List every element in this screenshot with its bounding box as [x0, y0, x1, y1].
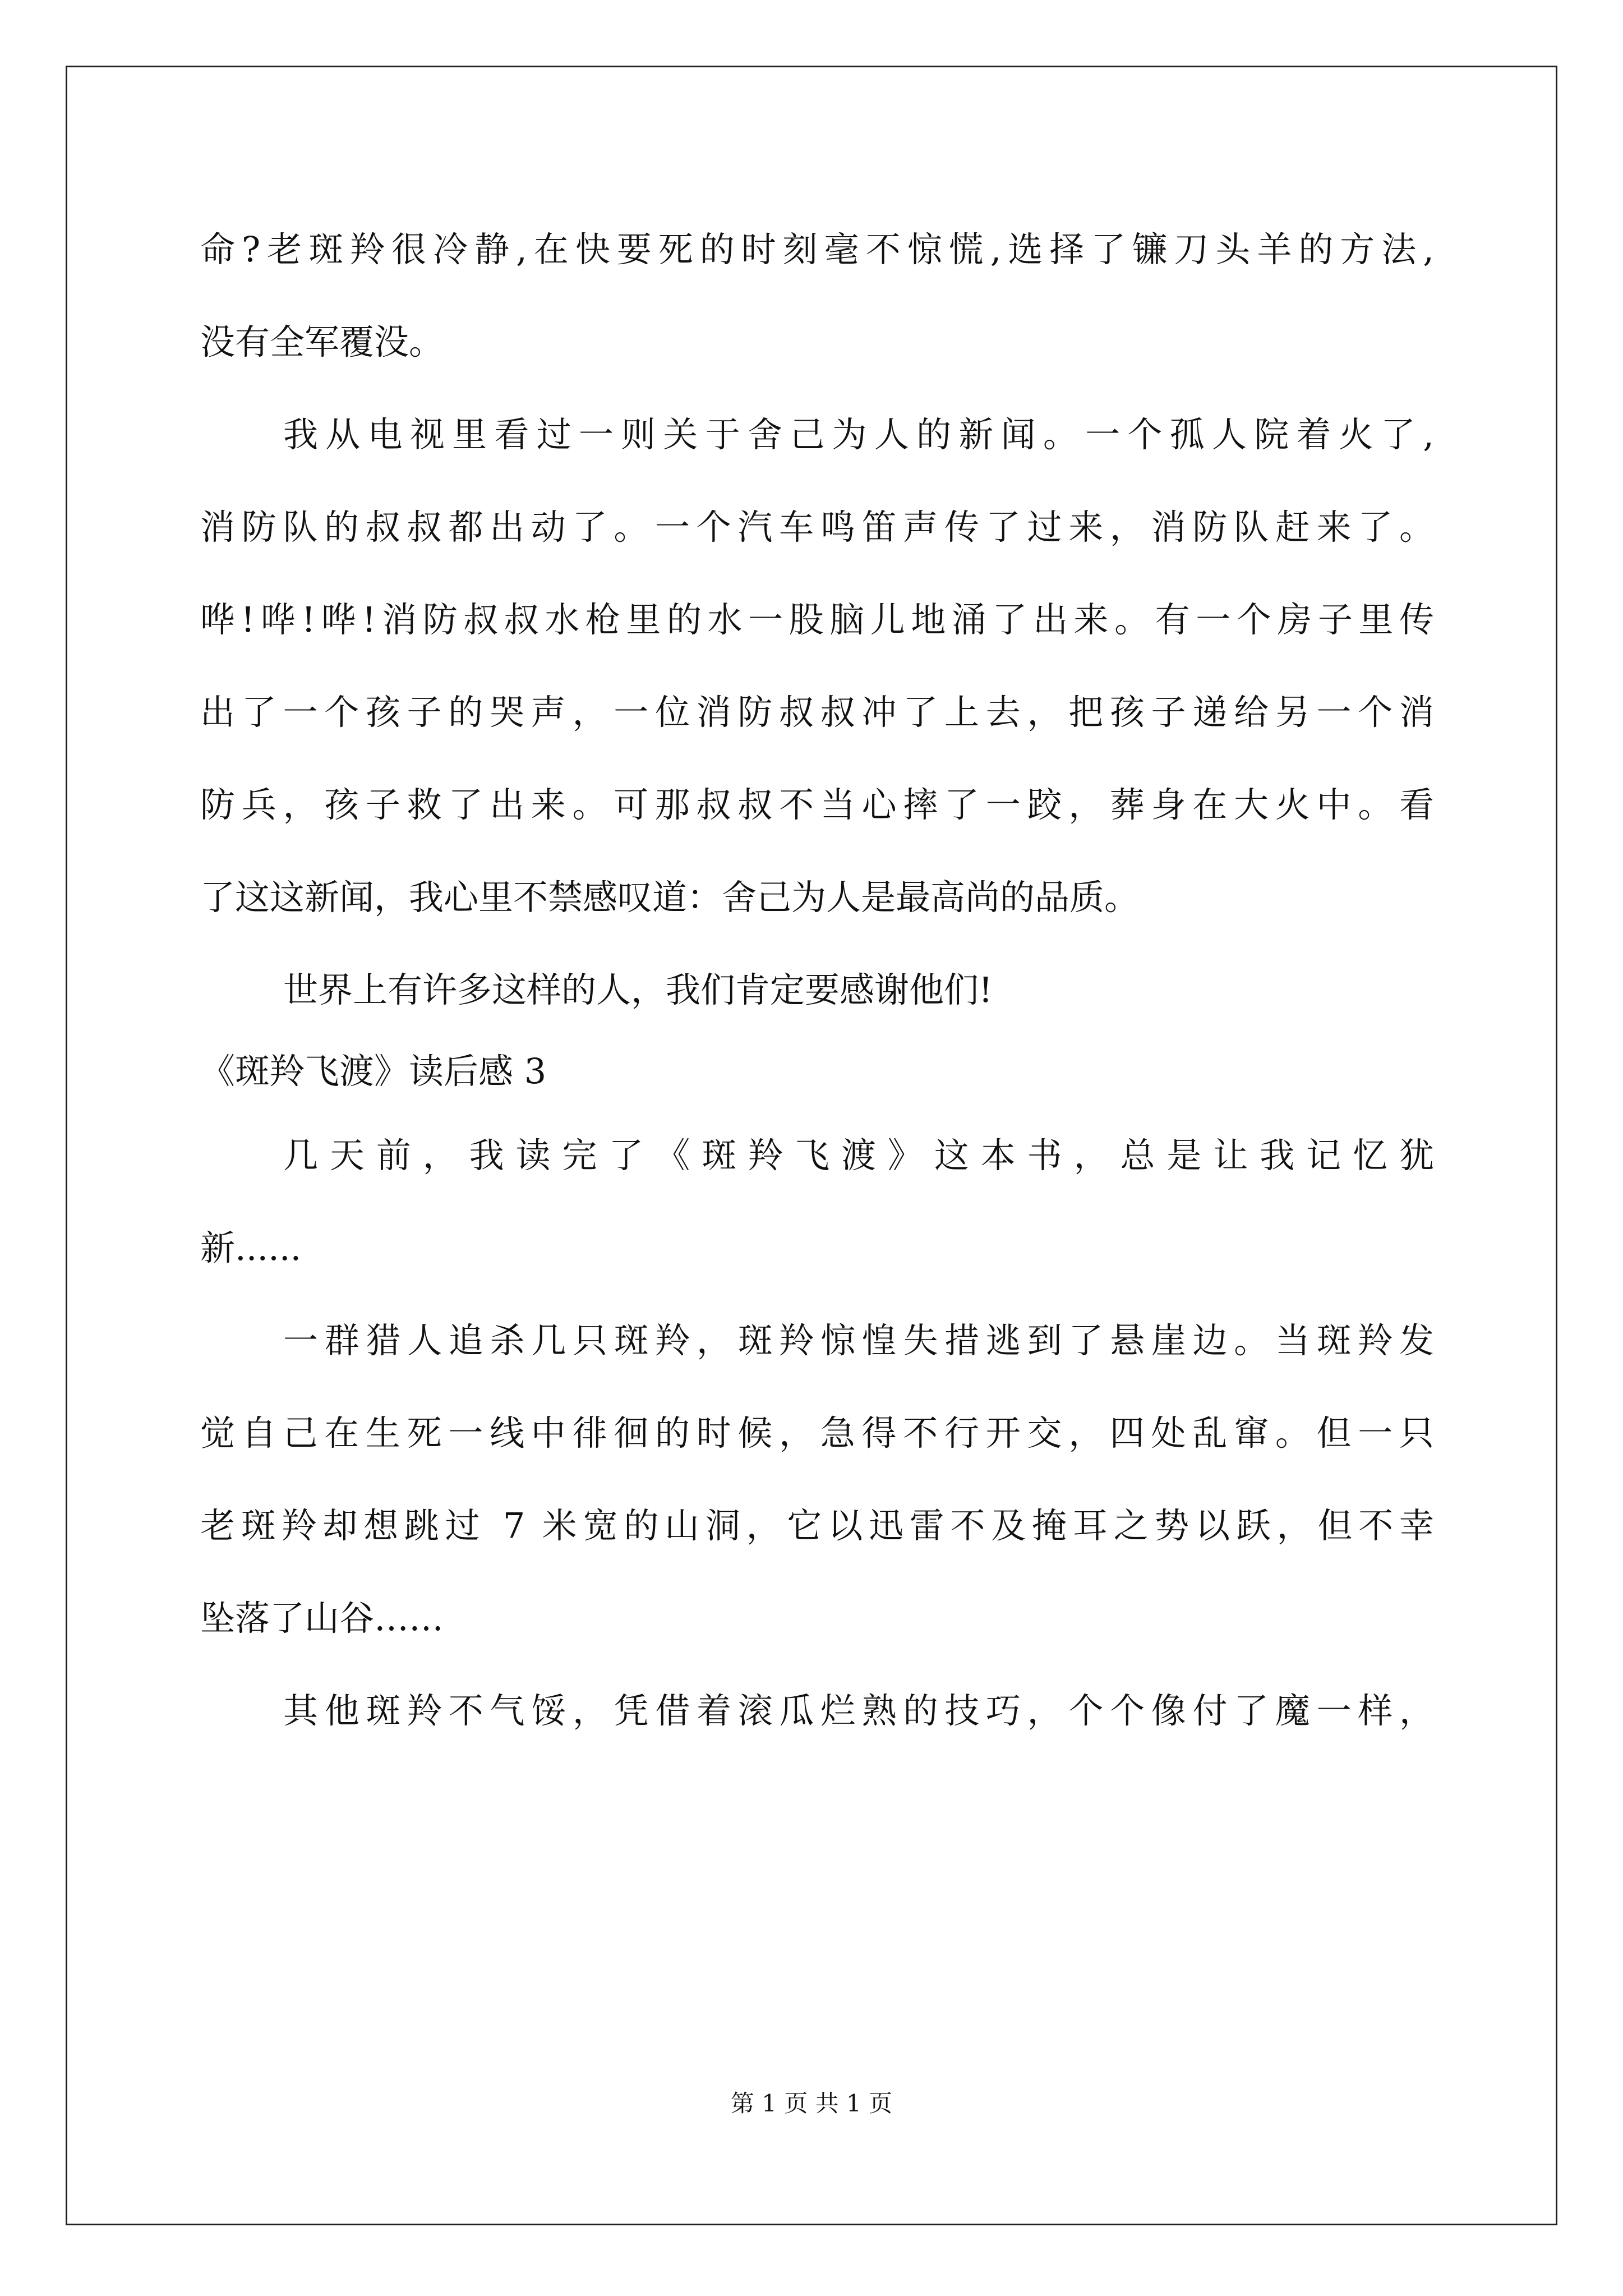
- text-line: 防兵，孩子救了出来。可那叔叔不当心摔了一跤，葬身在大火中。看: [200, 784, 1434, 825]
- text-line: 老斑羚却想跳过 7 米宽的山洞，它以迅雷不及掩耳之势以跃，但不幸: [200, 1505, 1434, 1546]
- paragraph-start: 其他斑羚不气馁，凭借着滚瓜烂熟的技巧，个个像付了魔一样，: [283, 1690, 1434, 1731]
- paragraph-start: 一群猎人追杀几只斑羚，斑羚惊惶失措逃到了悬崖边。当斑羚发: [283, 1320, 1434, 1361]
- paragraph-start: 我从电视里看过一则关于舍己为人的新闻。一个孤人院着火了,: [283, 414, 1434, 455]
- text-line: 命?老斑羚很冷静,在快要死的时刻毫不惊慌,选择了镰刀头羊的方法,: [200, 229, 1434, 270]
- text-line: 消防队的叔叔都出动了。一个汽车鸣笛声传了过来，消防队赶来了。: [200, 507, 1434, 547]
- text-line: 哗!哗!哗!消防叔叔水枪里的水一股脑儿地涌了出来。有一个房子里传: [200, 599, 1434, 640]
- page-footer: 第 1 页 共 1 页: [730, 2090, 893, 2117]
- text-line: 觉自己在生死一线中徘徊的时候，急得不行开交，四处乱窜。但一只: [200, 1412, 1434, 1453]
- section-title: 《斑羚飞渡》读后感 3: [200, 1051, 547, 1092]
- text-line: 了这这新闻，我心里不禁感叹道：舍己为人是最高尚的品质。: [200, 877, 1140, 918]
- text-line: 新......: [200, 1227, 302, 1268]
- paragraph-start: 几天前，我读完了《斑羚飞渡》这本书，总是让我记忆犹: [283, 1135, 1434, 1176]
- text-line: 坠落了山谷……: [200, 1598, 444, 1639]
- text-line: 没有全军覆没。: [200, 321, 444, 362]
- paragraph-start: 世界上有许多这样的人，我们肯定要感谢他们!: [283, 969, 993, 1010]
- text-line: 出了一个孩子的哭声，一位消防叔叔冲了上去，把孩子递给另一个消: [200, 692, 1434, 733]
